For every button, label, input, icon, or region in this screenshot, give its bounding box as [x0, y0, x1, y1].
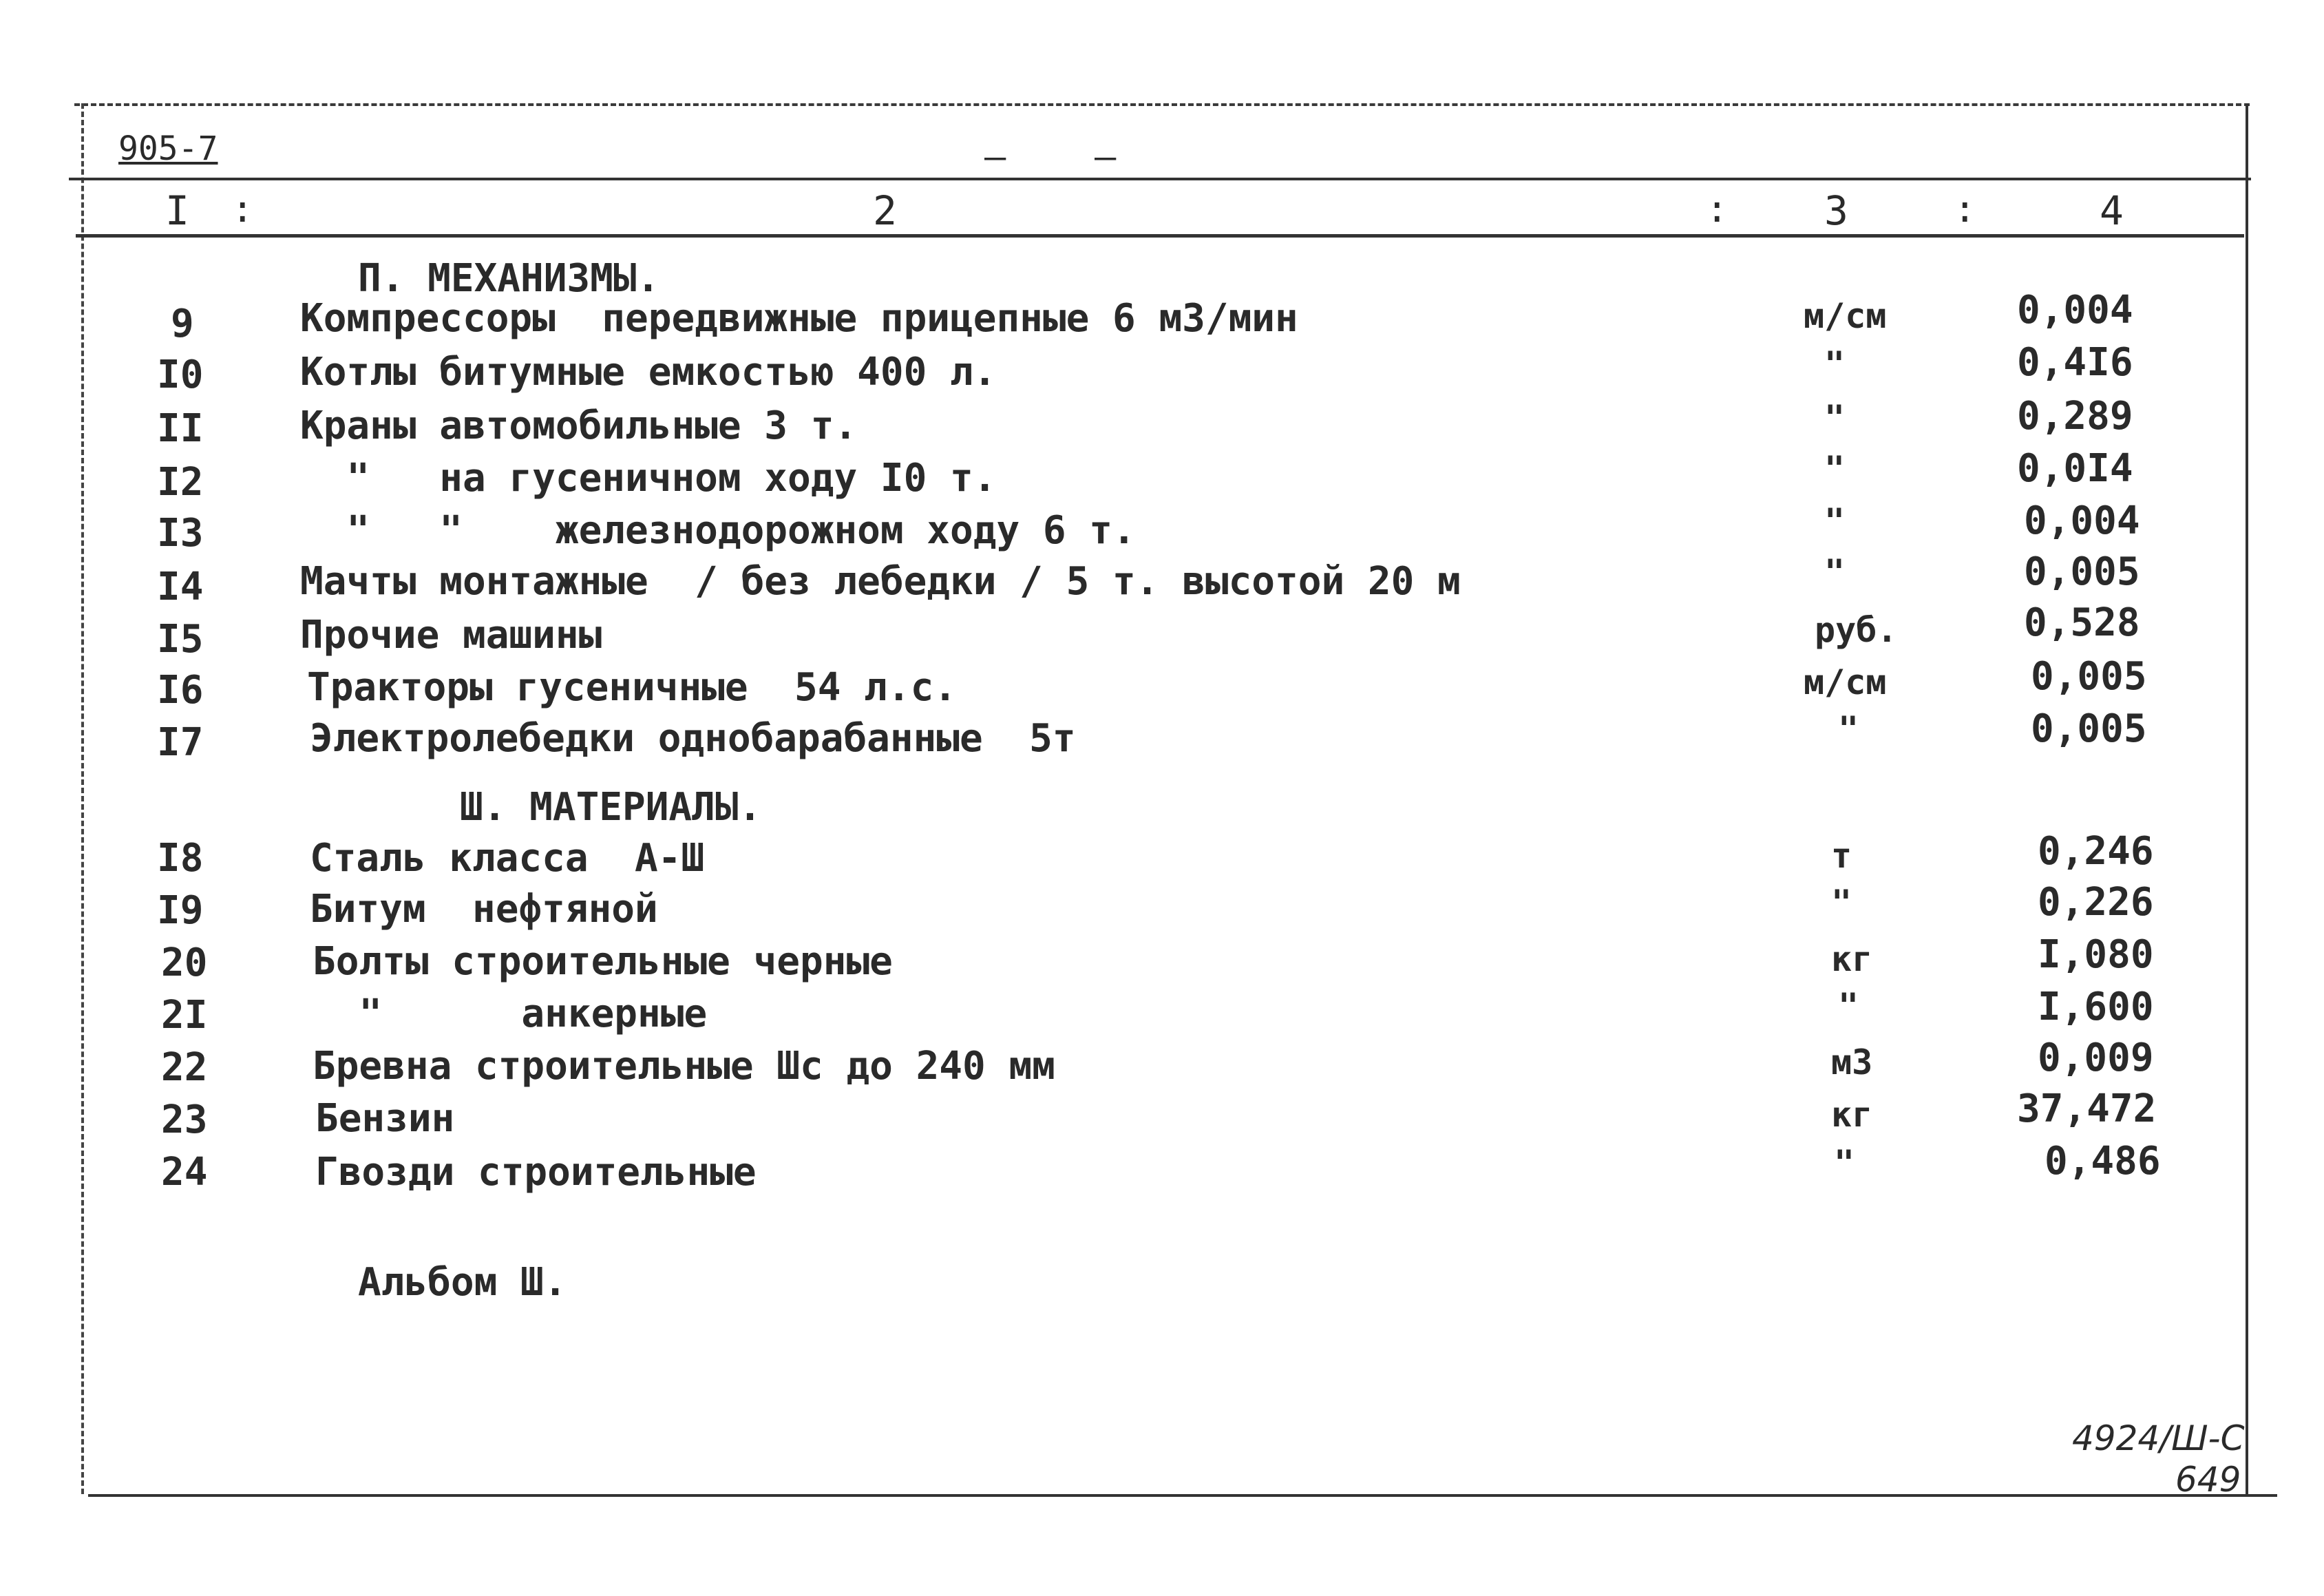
frame-bottom-border	[88, 1494, 2277, 1497]
row-name: Электролебедки однобарабанные 5т	[310, 716, 1076, 761]
row-number: 22	[161, 1045, 208, 1090]
row-number: 2I	[161, 993, 208, 1038]
row-unit: "	[1838, 709, 1859, 749]
section-title-mechanisms: П. МЕХАНИЗМЫ.	[358, 256, 660, 301]
row-name: Прочие машины	[300, 613, 602, 658]
row-name: Краны автомобильные 3 т.	[300, 403, 858, 448]
row-unit: "	[1834, 1143, 1855, 1183]
row-unit: т	[1831, 836, 1852, 876]
row-value: 0,005	[2031, 654, 2147, 699]
row-name: Гвозди строительные	[315, 1150, 757, 1195]
row-name: Котлы битумные емкостью 400 л.	[300, 350, 997, 395]
section-title-materials: Ш. МАТЕРИАЛЫ.	[460, 785, 762, 830]
row-unit: кг	[1831, 1095, 1873, 1135]
row-unit: "	[1824, 449, 1846, 489]
row-number: I3	[157, 511, 204, 556]
row-number: II	[157, 406, 204, 451]
row-name: Тракторы гусеничные 54 л.с.	[307, 665, 958, 710]
row-number: I2	[157, 460, 204, 505]
document-code: 905-7	[118, 129, 218, 168]
row-unit: руб.	[1815, 610, 1898, 650]
column-header-2: 2	[873, 187, 897, 234]
row-name: Бревна строительные Шс до 240 мм	[313, 1044, 1055, 1089]
row-unit: "	[1824, 552, 1846, 592]
row-value: 0,226	[2038, 880, 2154, 925]
frame-right-border	[2246, 103, 2248, 1494]
row-unit: "	[1824, 398, 1846, 438]
row-value: 0,246	[2038, 829, 2154, 874]
row-value: 0,004	[2024, 498, 2140, 543]
header-bottom-rule	[76, 234, 2244, 238]
row-name: Бензин	[315, 1096, 455, 1141]
row-value: 0,009	[2038, 1036, 2154, 1080]
header-dash-right: –	[1095, 136, 1117, 178]
column-separator: :	[1954, 187, 1976, 231]
row-number: I0	[157, 353, 204, 397]
row-value: 37,472	[2017, 1086, 2157, 1131]
row-value: 0,528	[2024, 600, 2140, 645]
row-name: " " железнодорожном ходу 6 т.	[300, 508, 1136, 553]
row-value: I,600	[2038, 985, 2154, 1029]
row-number: I4	[157, 565, 204, 609]
row-name: Компрессоры передвижные прицепные 6 м3/мин	[300, 296, 1298, 341]
row-name: " анкерные	[313, 991, 708, 1036]
row-value: 0,289	[2017, 394, 2133, 439]
row-name: Битум нефтяной	[310, 887, 658, 932]
column-header-1: I	[165, 187, 189, 234]
row-number: I5	[157, 617, 204, 662]
row-name: Болты строительные черные	[313, 939, 893, 984]
column-header-3: 3	[1824, 187, 1848, 234]
row-number: I8	[157, 836, 204, 881]
row-number: I9	[157, 888, 204, 933]
frame-left-border	[81, 103, 84, 1494]
column-separator: :	[231, 187, 254, 231]
row-value: 0,0I4	[2017, 446, 2133, 491]
column-header-4: 4	[2100, 187, 2124, 234]
row-unit: "	[1838, 986, 1859, 1026]
row-unit: "	[1824, 501, 1846, 541]
row-unit: кг	[1831, 939, 1873, 979]
row-value: 0,486	[2045, 1139, 2161, 1184]
frame-top-border	[74, 103, 2250, 106]
row-number: 23	[161, 1098, 208, 1142]
row-number: 24	[161, 1150, 208, 1195]
row-value: I,080	[2038, 932, 2154, 977]
row-number: I7	[157, 720, 204, 765]
archive-stamp-number: 4924/Ш-С	[2072, 1418, 2245, 1458]
row-number: 9	[171, 302, 194, 346]
row-name: Мачты монтажные / без лебедки / 5 т. высотой 20 м	[300, 559, 1461, 604]
row-unit: м3	[1831, 1042, 1873, 1082]
column-separator: :	[1706, 187, 1729, 231]
row-value: 0,005	[2031, 706, 2147, 751]
row-unit: "	[1831, 883, 1852, 923]
row-name: " на гусеничном ходу I0 т.	[300, 456, 997, 501]
album-note: Альбом Ш.	[358, 1260, 567, 1305]
archive-stamp-page: 649	[2175, 1460, 2241, 1500]
row-number: I6	[157, 668, 204, 713]
row-name: Сталь класса А-Ш	[310, 836, 705, 881]
row-unit: м/см	[1804, 296, 1887, 336]
row-number: 20	[161, 941, 208, 985]
row-unit: м/см	[1804, 662, 1887, 702]
row-unit: "	[1824, 344, 1846, 384]
row-value: 0,004	[2017, 288, 2133, 333]
row-value: 0,4I6	[2017, 340, 2133, 385]
header-dash-left: –	[984, 136, 1006, 178]
header-top-rule	[69, 178, 2251, 180]
row-value: 0,005	[2024, 549, 2140, 594]
